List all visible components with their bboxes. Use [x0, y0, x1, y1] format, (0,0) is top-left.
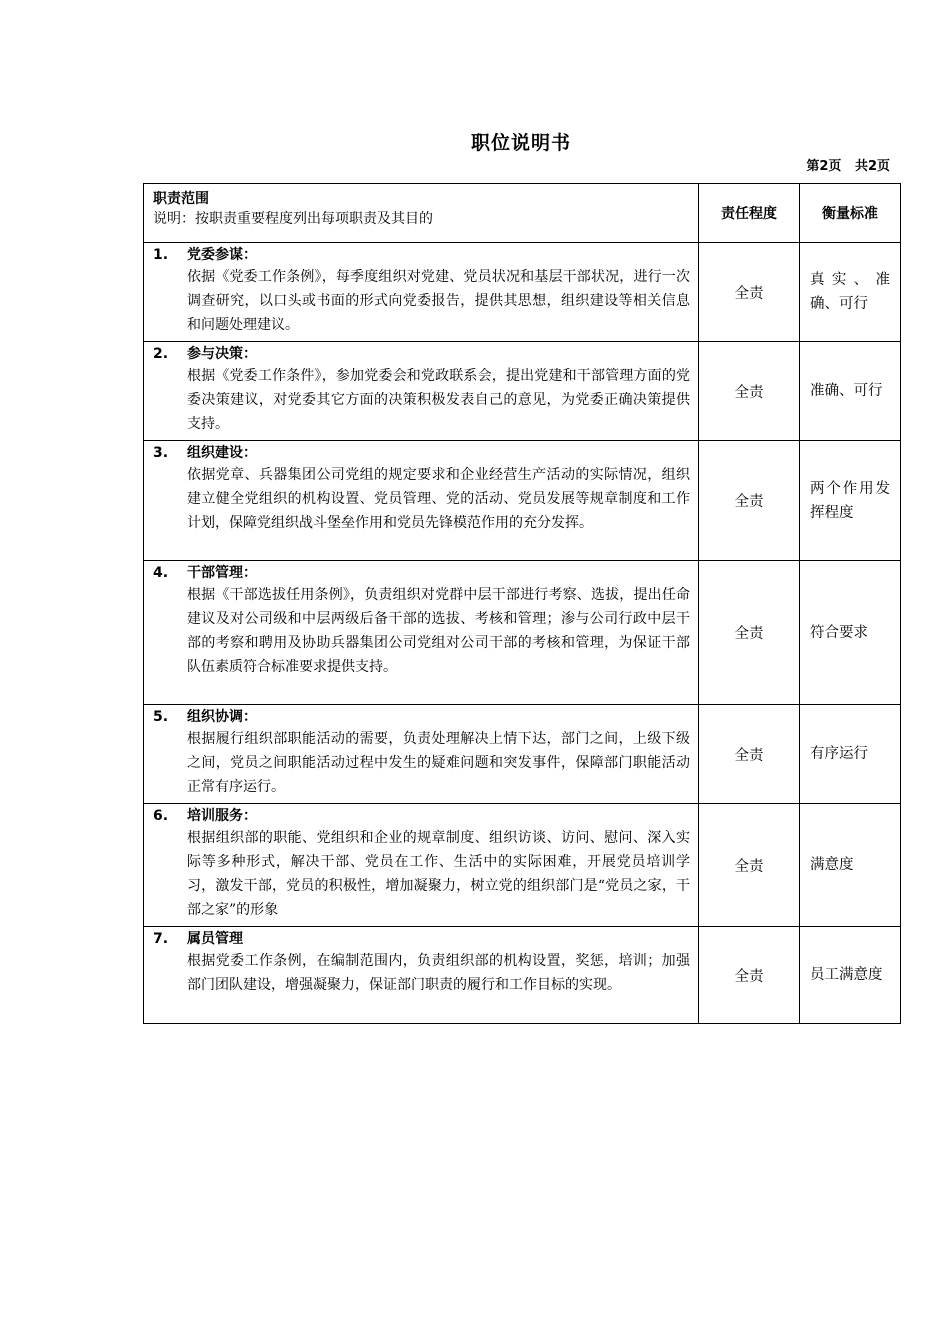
duty-number: 4.	[153, 565, 169, 581]
table-row	[144, 243, 901, 342]
duty-description: 根据组织部的职能、党组织和企业的规章制度、组织访谈、访问、慰问、深入实际等多种形式，解决干部、党员在工作、生活中的实际困难，开展党员培训学习，激发干部，党员的积极性，增加凝聚力，树立党的组织部门是“党员之家，干部之家”的形象	[187, 830, 690, 918]
responsibility-level: 全责	[699, 804, 800, 927]
table-header-row	[144, 184, 901, 243]
document-title: 职位说明书	[470, 132, 571, 154]
duty-description: 根据党委工作条例，在编制范围内，负责组织部的机构设置，奖惩，培训；加强部门团队建设，增强凝聚力，保证部门职责的履行和工作目标的实现。	[187, 953, 690, 993]
measure-standard: 两个作用发挥程度	[800, 441, 901, 561]
responsibility-header: 责任程度	[699, 184, 800, 243]
duty-description: 依据《党委工作条例》，每季度组织对党建、党员状况和基层干部状况，进行一次调查研究，以口头或书面的形式向党委报告，提供其思想，组织建设等相关信息和问题处理建议。	[187, 269, 690, 333]
duty-title: 组织协调：	[187, 709, 257, 725]
measure-standard: 员工满意度	[800, 927, 901, 1024]
duty-cell	[144, 927, 699, 1024]
duty-number: 3.	[153, 445, 169, 461]
responsibility-level: 全责	[699, 342, 800, 441]
duty-cell	[144, 561, 699, 705]
duty-description: 依据党章、兵器集团公司党组的规定要求和企业经营生产活动的实际情况，组织建立健全党组织的机构设置、党员管理、党的活动、党员发展等规章制度和工作计划，保障党组织战斗堡垒作用和党员先锋模范作用的充分发挥。	[187, 467, 690, 531]
measure-standard: 真实、准确、可行	[800, 243, 901, 342]
scope-header-cell	[144, 184, 699, 243]
table-row	[144, 927, 901, 1024]
duty-number: 2.	[153, 346, 169, 362]
duty-number: 6.	[153, 808, 169, 824]
measure-standard: 符合要求	[800, 561, 901, 705]
measure-standard: 满意度	[800, 804, 901, 927]
duty-title: 参与决策：	[187, 346, 257, 362]
scope-note: 说明：按职责重要程度列出每项职责及其目的	[153, 211, 433, 227]
responsibility-level: 全责	[699, 705, 800, 804]
duty-number: 1.	[153, 247, 169, 263]
measure-standard: 有序运行	[800, 705, 901, 804]
duty-description: 根据履行组织部职能活动的需要，负责处理解决上情下达，部门之间，上级下级之间，党员之间职能活动过程中发生的疑难问题和突发事件，保障部门职能活动正常有序运行。	[187, 731, 690, 795]
measure-header: 衡量标准	[800, 184, 901, 243]
table-row	[144, 804, 901, 927]
table-row	[144, 705, 901, 804]
duty-title: 干部管理：	[187, 565, 257, 581]
duty-table	[143, 183, 901, 1024]
duty-description: 根据《干部选拔任用条例》，负责组织对党群中层干部进行考察、选拔，提出任命建议及对公司级和中层两级后备干部的选拔、考核和管理；渗与公司行政中层干部的考察和聘用及协助兵器集团公司党组对公司干部的考核和管理，为保证干部队伍素质符合标准要求提供支持。	[187, 587, 690, 675]
duty-cell	[144, 243, 699, 342]
duty-title: 培训服务：	[187, 808, 257, 824]
page-info: 第2页 共2页	[806, 159, 890, 174]
measure-standard: 准确、可行	[800, 342, 901, 441]
duty-number: 7.	[153, 931, 169, 947]
duty-cell	[144, 441, 699, 561]
duty-description: 根据《党委工作条件》，参加党委会和党政联系会，提出党建和干部管理方面的党委决策建议，对党委其它方面的决策积极发表自己的意见，为党委正确决策提供支持。	[187, 368, 690, 432]
duty-cell	[144, 705, 699, 804]
responsibility-level: 全责	[699, 243, 800, 342]
responsibility-level: 全责	[699, 927, 800, 1024]
responsibility-level: 全责	[699, 561, 800, 705]
responsibility-level: 全责	[699, 441, 800, 561]
duty-title: 属员管理	[187, 931, 243, 947]
duty-title: 党委参谋：	[187, 247, 257, 263]
duty-cell	[144, 342, 699, 441]
duty-title: 组织建设：	[187, 445, 257, 461]
table-row	[144, 561, 901, 705]
table-row	[144, 441, 901, 561]
table-row	[144, 342, 901, 441]
duty-cell	[144, 804, 699, 927]
duty-number: 5.	[153, 709, 169, 725]
scope-title: 职责范围	[153, 191, 209, 207]
